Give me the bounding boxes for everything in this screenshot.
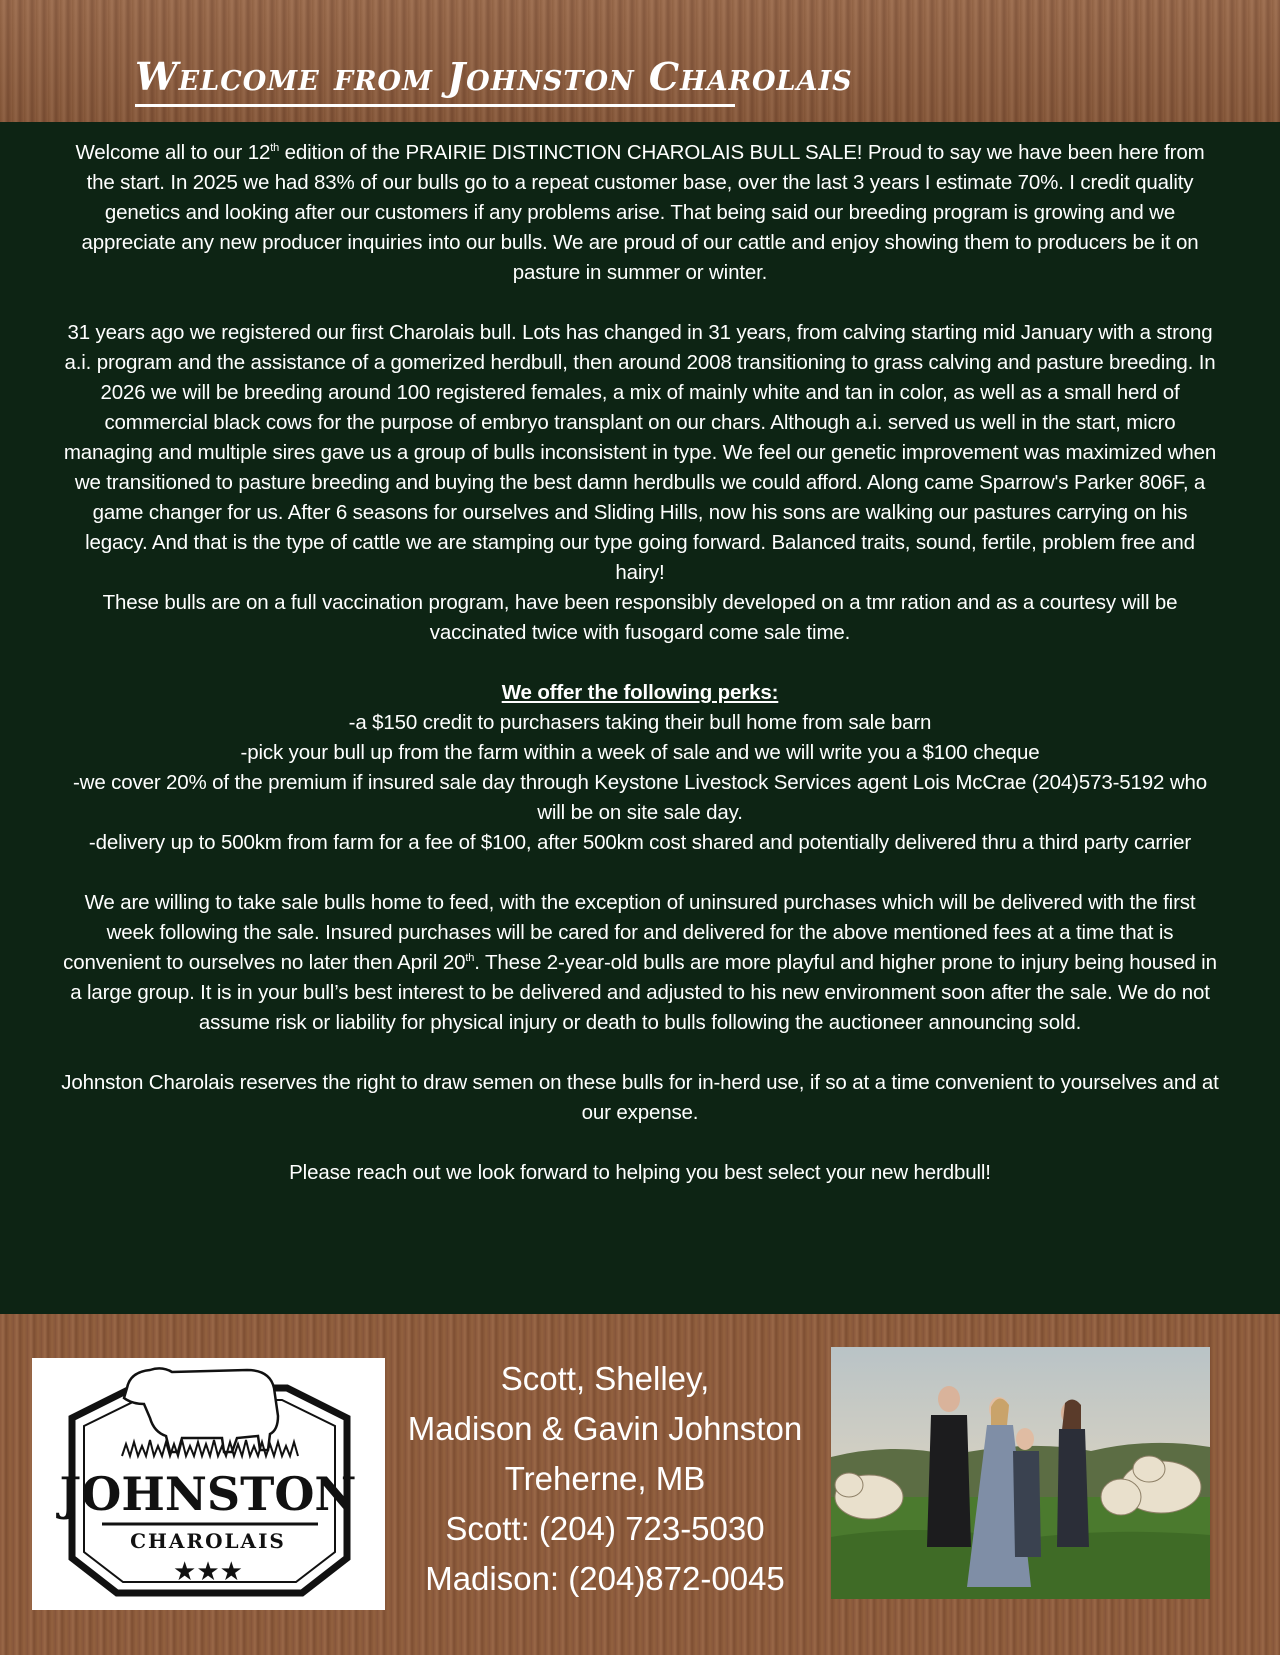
contact-block <box>400 1354 810 1604</box>
delivery-text-start: We are willing to take sale bulls home to feed, with the exception of uninsured purchases which will be delivered with the first week following the sale. Insured purchases will be cared for and delivered for the above mentioned fees at a time that is convenient to ourselves no later then April 20 <box>63 891 1196 974</box>
contact-names: Scott, Shelley, <box>500 1360 710 1397</box>
perks-section <box>60 678 1220 858</box>
title-underline <box>135 104 735 107</box>
footer <box>0 1314 1280 1655</box>
logo-graphic <box>32 1358 385 1610</box>
page-title: Welcome from Johnston Charolais <box>135 54 853 99</box>
contact-names: Madison & Gavin Johnston <box>407 1410 803 1447</box>
family-photo <box>831 1347 1210 1599</box>
logo-stars: ★★★ <box>173 1557 243 1587</box>
delivery-text-rest: . These 2-year-old bulls are more playful and higher prone to injury being housed in a large group. It is in your bull’s best interest to be delivered and adjusted to his new environment soon after the sale. We do not assume risk or liability for physical injury or death to bulls following the auctioneer announcing sold. <box>70 951 1217 1034</box>
ordinal-suffix: th <box>270 142 280 155</box>
johnston-charolais-logo <box>32 1358 385 1610</box>
logo-name: JOHNSTON <box>59 1467 357 1521</box>
bull-icon <box>124 1368 278 1452</box>
contact-phone-madison: Madison: (204)872-0045 <box>425 1560 785 1597</box>
perks-heading: We offer the following perks: <box>501 681 779 704</box>
content-panel <box>0 122 1280 1314</box>
ordinal-suffix: th <box>465 952 475 965</box>
delivery-paragraph <box>60 888 1220 1038</box>
grass-icon <box>122 1440 298 1456</box>
family-photo-graphic <box>831 1347 1210 1599</box>
contact-location: Treherne, MB <box>504 1460 706 1497</box>
vaccination-paragraph: These bulls are on a full vaccination program, have been responsibly developed on a tmr ration and as a courtesy will be vaccinated twice with fusogard come sale time. <box>102 591 1178 644</box>
intro-paragraph <box>60 138 1220 288</box>
semen-rights-paragraph: Johnston Charolais reserves the right to draw semen on these bulls for in-herd use, if so at a time convenient to yourselves and at our expense. <box>61 1071 1219 1124</box>
perk-item: -we cover 20% of the premium if insured sale day through Keystone Livestock Services agent Lois McCrae (204)573-5192 who will be on site sale day. <box>72 771 1207 824</box>
contact-phone-scott: Scott: (204) 723-5030 <box>445 1510 765 1547</box>
closing-paragraph: Please reach out we look forward to helping you best select your new herdbull! <box>289 1161 991 1184</box>
intro-text-rest: edition of the PRAIRIE DISTINCTION CHAROLAIS BULL SALE! Proud to say we have been here from the start. In 2025 we had 83% of our bulls go to a repeat customer base, over the last 3 years I estimate 70%. I credit quality genetics and looking after our customers if any problems arise. That being said our breeding program is growing and we appreciate any new producer inquiries into our bulls. We are proud of our cattle and enjoy showing them to producers be it on pasture in summer or winter. <box>81 141 1205 284</box>
history-paragraph: 31 years ago we registered our first Charolais bull. Lots has changed in 31 years, from calving starting mid January with a strong a.i. program and the assistance of a gomerized herdbull, then around 2008 transitioning to grass calving and pasture breeding. In 2026 we will be breeding around 100 registered females, a mix of mainly white and tan in color, as well as a small herd of commercial black cows for the purpose of embryo transplant on our chars. Although a.i. served us well in the start, micro managing and multiple sires gave us a group of bulls inconsistent in type. We feel our genetic improvement was maximized when we transitioned to pasture breeding and buying the best damn herdbulls we could afford. Along came Sparrow's Parker 806F, a game changer for us. After 6 seasons for ourselves and Sliding Hills, now his sons are walking our pastures carrying on his legacy. And that is the type of cattle we are stamping our type going forward. Balanced traits, sound, fertile, problem free and hairy! <box>63 321 1217 584</box>
page-header <box>0 0 1280 122</box>
perk-item: -pick your bull up from the farm within a week of sale and we will write you a $100 cheque <box>240 741 1040 764</box>
logo-subtitle: CHAROLAIS <box>130 1529 286 1553</box>
perk-item: -a $150 credit to purchasers taking their bull home from sale barn <box>348 711 932 734</box>
intro-text-start: Welcome all to our 12 <box>75 141 271 164</box>
perk-item: -delivery up to 500km from farm for a fee of $100, after 500km cost shared and potentially delivered thru a third party carrier <box>88 831 1192 854</box>
